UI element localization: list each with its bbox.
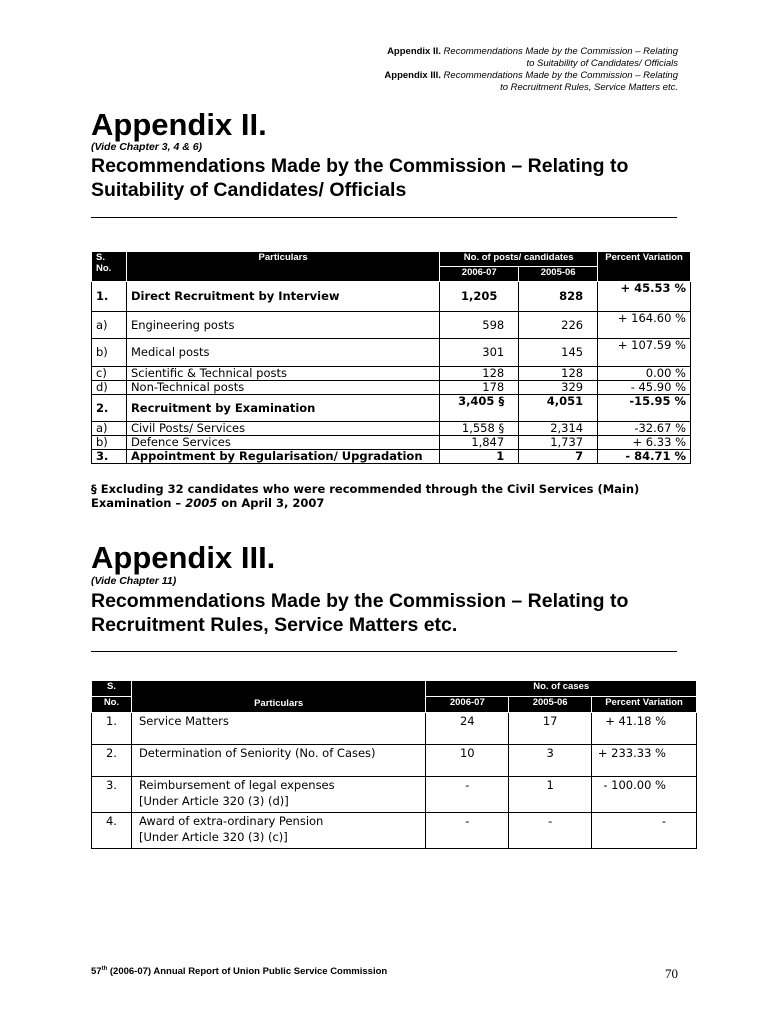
header-percent: Percent Variation (598, 252, 691, 282)
header-year-2005-06: 2005-06 (519, 267, 598, 282)
cell-sno: c) (92, 367, 127, 381)
running-head (258, 46, 678, 94)
subtitle-line: Recruitment Rules, Service Matters etc. (91, 614, 458, 636)
header-year-2006-07: 2006-07 (440, 267, 519, 282)
page-number: 70 (665, 966, 678, 981)
cell-2006-07: 1,847 (440, 436, 519, 450)
cell-2005-06: 1,737 (519, 436, 598, 450)
cell-sno: a) (92, 312, 127, 339)
particulars-line: Award of extra-ordinary Pension (138, 814, 324, 828)
cell-particulars: Appointment by Regularisation/ Upgradation (126, 450, 439, 464)
cell-particulars (131, 713, 425, 745)
cell-particulars (131, 813, 425, 849)
appendix-3-subtitle (91, 589, 691, 637)
cell-2006-07: 3,405 § (440, 395, 519, 422)
appendix-2-vide: (Vide Chapter 3, 4 & 6) (91, 141, 203, 153)
running-head-text: to Recruitment Rules, Service Matters etc. (500, 82, 678, 93)
page-footer (91, 966, 387, 977)
cell-percent: - 84.71 % (598, 450, 691, 464)
table-row (92, 312, 691, 339)
footnote-year: 2005 (185, 496, 218, 510)
cell-particulars: Scientific & Technical posts (126, 367, 439, 381)
particulars-line: Service Matters (138, 714, 229, 728)
cell-particulars: Defence Services (126, 436, 439, 450)
appendix-2-subtitle (91, 154, 691, 202)
cell-sno: 3. (92, 777, 132, 813)
running-head-text: Recommendations Made by the Commission – Relating (443, 46, 678, 57)
header-s: S. (92, 681, 132, 697)
cell-2006-07: 178 (440, 381, 519, 395)
cell-2006-07: - (426, 777, 509, 813)
running-head-label: Appendix III. (384, 70, 441, 81)
table-row (92, 813, 697, 849)
subtitle-line: Recommendations Made by the Commission – Relating to (91, 155, 629, 177)
table-row (92, 745, 697, 777)
table-row (92, 367, 691, 381)
table-row (92, 713, 697, 745)
cell-percent: + 233.33 % (592, 745, 697, 777)
particulars-line: Reimbursement of legal expenses (138, 778, 335, 792)
cell-sno: 4. (92, 813, 132, 849)
appendix-2-table (91, 251, 691, 464)
cell-particulars: Medical posts (126, 339, 439, 367)
table-row (92, 422, 691, 436)
cell-2005-06: 226 (519, 312, 598, 339)
header-percent: Percent Variation (592, 697, 697, 713)
cell-2006-07: 598 (440, 312, 519, 339)
cell-2006-07: - (426, 813, 509, 849)
cell-percent: + 6.33 % (598, 436, 691, 450)
cell-2006-07: 301 (440, 339, 519, 367)
cell-2005-06: 4,051 (519, 395, 598, 422)
header-no: No. (92, 697, 132, 713)
cell-percent: - 45.90 % (598, 381, 691, 395)
cell-2005-06: 128 (519, 367, 598, 381)
header-particulars: Particulars (131, 681, 425, 713)
subtitle-line: Suitability of Candidates/ Officials (91, 179, 407, 201)
cell-2005-06: 145 (519, 339, 598, 367)
cell-particulars: Recruitment by Examination (126, 395, 439, 422)
cell-sno: a) (92, 422, 127, 436)
running-head-text: to Suitability of Candidates/ Officials (526, 58, 678, 69)
table-row (92, 339, 691, 367)
cell-sno: 2. (92, 395, 127, 422)
footnote-text: § Excluding 32 candidates who were recommended through the Civil Services (Main) Examination – (91, 482, 640, 510)
cell-percent: + 107.59 % (598, 339, 691, 367)
cell-2005-06: 828 (519, 282, 598, 312)
cell-2005-06: 1 (509, 777, 592, 813)
section-rule (91, 217, 677, 218)
cell-2005-06: 3 (509, 745, 592, 777)
cell-particulars: Non-Technical posts (126, 381, 439, 395)
cell-2006-07: 128 (440, 367, 519, 381)
running-head-label: Appendix II. (387, 46, 441, 57)
cell-2005-06: - (509, 813, 592, 849)
particulars-line: Determination of Seniority (No. of Cases) (138, 746, 376, 760)
footer-edition-suffix: th (101, 966, 108, 972)
cell-particulars (131, 745, 425, 777)
appendix-2-footnote (91, 482, 691, 510)
appendix-3-title: Appendix III. (91, 540, 276, 575)
table-row (92, 436, 691, 450)
cell-percent: + 45.53 % (598, 282, 691, 312)
cell-2006-07: 1,205 (440, 282, 519, 312)
header-sno: S. No. (92, 252, 127, 282)
appendix-3-table (91, 680, 697, 849)
cell-sno: 1. (92, 713, 132, 745)
cell-percent: + 41.18 % (592, 713, 697, 745)
cell-2005-06: 329 (519, 381, 598, 395)
appendix-3-vide: (Vide Chapter 11) (91, 575, 177, 587)
running-head-text: Recommendations Made by the Commission – Relating (443, 70, 678, 81)
cell-sno: b) (92, 436, 127, 450)
cell-percent: - (592, 813, 697, 849)
table-row (92, 777, 697, 813)
cell-2006-07: 1 (440, 450, 519, 464)
cell-percent: -32.67 % (598, 422, 691, 436)
footnote-text: on April 3, 2007 (217, 496, 325, 510)
cell-2005-06: 2,314 (519, 422, 598, 436)
header-particulars: Particulars (126, 252, 439, 282)
cell-2005-06: 7 (519, 450, 598, 464)
cell-percent: 0.00 % (598, 367, 691, 381)
appendix-2-title: Appendix II. (91, 107, 267, 142)
subtitle-line: Recommendations Made by the Commission – Relating to (91, 590, 629, 612)
cell-percent: -15.95 % (598, 395, 691, 422)
particulars-line: [Under Article 320 (3) (c)] (138, 830, 288, 844)
table-row (92, 450, 691, 464)
cell-sno: 1. (92, 282, 127, 312)
table-row (92, 395, 691, 422)
cell-particulars: Direct Recruitment by Interview (126, 282, 439, 312)
table-row (92, 381, 691, 395)
cell-particulars: Civil Posts/ Services (126, 422, 439, 436)
header-cases: No. of cases (426, 681, 697, 697)
header-posts: No. of posts/ candidates (440, 252, 598, 267)
footer-edition: 57 (91, 966, 102, 978)
cell-percent: + 164.60 % (598, 312, 691, 339)
cell-2006-07: 24 (426, 713, 509, 745)
cell-2005-06: 17 (509, 713, 592, 745)
cell-particulars (131, 777, 425, 813)
cell-2006-07: 10 (426, 745, 509, 777)
header-year-2005-06: 2005-06 (509, 697, 592, 713)
cell-2006-07: 1,558 § (440, 422, 519, 436)
cell-percent: - 100.00 % (592, 777, 697, 813)
section-rule (91, 651, 677, 652)
cell-sno: d) (92, 381, 127, 395)
table-row (92, 282, 691, 312)
particulars-line: [Under Article 320 (3) (d)] (138, 794, 289, 808)
cell-sno: 3. (92, 450, 127, 464)
cell-particulars: Engineering posts (126, 312, 439, 339)
cell-sno: 2. (92, 745, 132, 777)
footer-text: (2006-07) Annual Report of Union Public Service Commission (107, 966, 388, 978)
header-year-2006-07: 2006-07 (426, 697, 509, 713)
cell-sno: b) (92, 339, 127, 367)
